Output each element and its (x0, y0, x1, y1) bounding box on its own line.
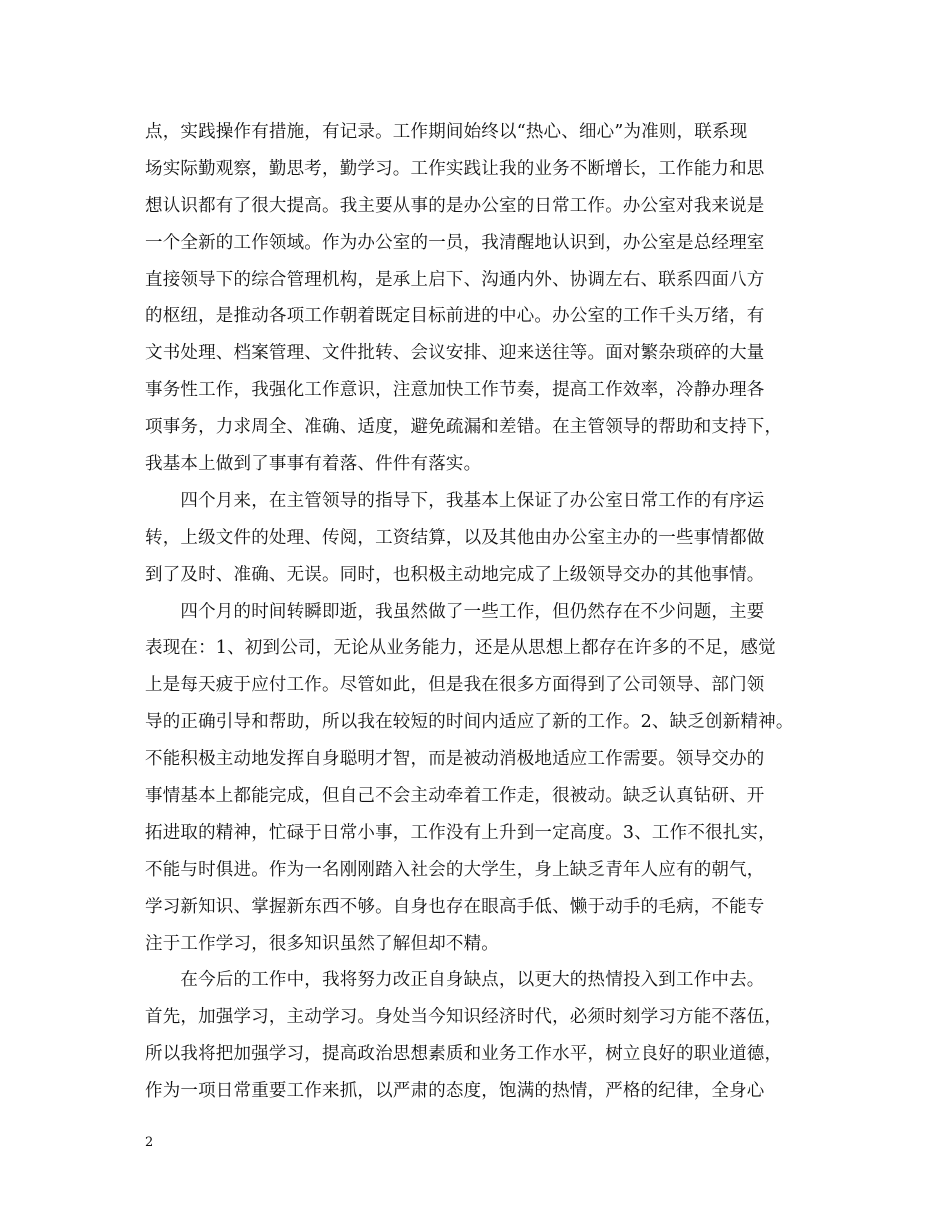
text-line: 首先，加强学习，主动学习。身处当今知识经济时代，必须时刻学习方能不落伍， (145, 1007, 783, 1028)
text-line: 四个月来，在主管领导的指导下，我基本上保证了办公室日常工作的有序运 (145, 490, 765, 511)
text-line: 到了及时、准确、无误。同时，也积极主动地完成了上级领导交办的其他事情。 (145, 564, 765, 585)
text-line: 表现在：1、初到公司，无论从业务能力，还是从思想上都存在许多的不足，感觉 (145, 638, 776, 659)
text-line: 拓进取的精神，忙碌于日常小事，工作没有上升到一定高度。3、工作不很扎实， (145, 822, 776, 843)
text-line: 不能积极主动地发挥自身聪明才智，而是被动消极地适应工作需要。领导交办的 (145, 749, 765, 770)
body-text (145, 114, 825, 1110)
page-number: 2 (145, 1135, 154, 1150)
text-line: 学习新知识、掌握新东西不够。自身也存在眼高手低、懒于动手的毛病，不能专 (145, 896, 765, 917)
text-line: 事务性工作，我强化工作意识，注意加快工作节奏，提高工作效率，冷静办理各 (145, 380, 765, 401)
text-line: 想认识都有了很大提高。我主要从事的是办公室的日常工作。办公室对我来说是 (145, 195, 765, 216)
text-line: 我基本上做到了事事有着落、件件有落实。 (145, 454, 482, 475)
text-line: 场实际勤观察，勤思考，勤学习。工作实践让我的业务不断增长，工作能力和思 (145, 158, 765, 179)
text-line: 在今后的工作中，我将努力改正自身缺点，以更大的热情投入到工作中去。 (145, 970, 765, 991)
text-line: 所以我将把加强学习，提高政治思想素质和业务工作水平，树立良好的职业道德， (145, 1044, 783, 1065)
text-line: 文书处理、档案管理、文件批转、会议安排、迎来送往等。面对繁杂琐碎的大量 (145, 343, 765, 364)
text-line: 项事务，力求周全、准确、适度，避免疏漏和差错。在主管领导的帮助和支持下， (145, 417, 783, 438)
text-line: 直接领导下的综合管理机构，是承上启下、沟通内外、协调左右、联系四面八方 (145, 269, 765, 290)
text-line: 四个月的时间转瞬即逝，我虽然做了一些工作，但仍然存在不少问题，主要 (145, 601, 765, 622)
text-line: 转，上级文件的处理、传阅，工资结算，以及其他由办公室主办的一些事情都做 (145, 527, 765, 548)
text-line: 注于工作学习，很多知识虽然了解但却不精。 (145, 933, 499, 954)
text-line: 上是每天疲于应付工作。尽管如此，但是我在很多方面得到了公司领导、部门领 (145, 675, 765, 696)
text-line: 作为一项日常重要工作来抓，以严肃的态度，饱满的热情，严格的纪律，全身心 (145, 1081, 765, 1102)
text-line: 导的正确引导和帮助，所以我在较短的时间内适应了新的工作。2、缺乏创新精神。 (145, 712, 794, 733)
text-line: 不能与时俱进。作为一名刚刚踏入社会的大学生，身上缺乏青年人应有的朝气， (145, 859, 765, 880)
text-line: 事情基本上都能完成，但自己不会主动牵着工作走，很被动。缺乏认真钻研、开 (145, 786, 765, 807)
text-line: 的枢纽，是推动各项工作朝着既定目标前进的中心。办公室的工作千头万绪，有 (145, 306, 765, 327)
text-line: 点，实践操作有措施，有记录。工作期间始终以“热心、细心”为准则，联系现 (145, 122, 748, 142)
text-line: 一个全新的工作领域。作为办公室的一员，我清醒地认识到，办公室是总经理室 (145, 232, 765, 253)
